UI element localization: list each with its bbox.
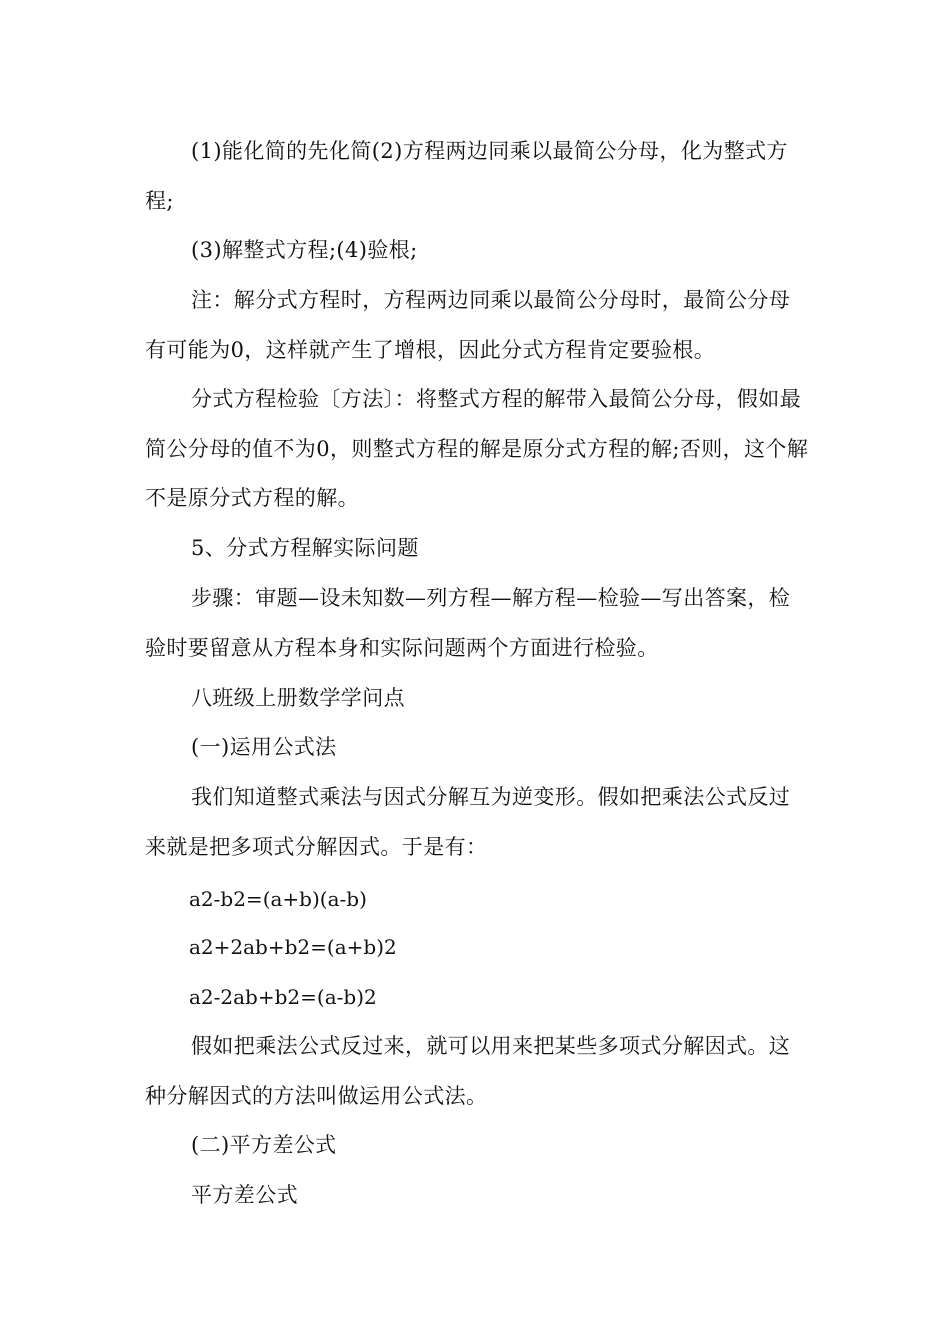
paragraph-note: 注：解分式方程时，方程两边同乘以最简公分母时，最简公分母有可能为0，这样就产生了增根，因此分式方程肯定要验根。 bbox=[145, 288, 791, 362]
paragraph-formula-method-definition: 假如把乘法公式反过来，就可以用来把某些多项式分解因式。这种分解因式的方法叫做运用公式法。 bbox=[145, 1034, 791, 1108]
paragraph-factorization-intro: 我们知道整式乘法与因式分解互为逆变形。假如把乘法公式反过来就是把多项式分解因式。于是有： bbox=[145, 785, 791, 859]
paragraph-steps-3-4: (3)解整式方程;(4)验根; bbox=[191, 238, 418, 262]
heading-section-5: 5、分式方程解实际问题 bbox=[191, 536, 419, 560]
heading-knowledge-points: 八班级上册数学学问点 bbox=[191, 686, 405, 710]
formula-square-of-difference: a2-2ab+b2=(a-b)2 bbox=[189, 985, 377, 1009]
subheading-difference-of-squares: 平方差公式 bbox=[191, 1183, 298, 1207]
paragraph-solving-steps: 步骤：审题—设未知数—列方程—解方程—检验—写出答案，检验时要留意从方程本身和实际问题两个方面进行检验。 bbox=[145, 586, 791, 660]
paragraph-steps-1-2: (1)能化简的先化简(2)方程两边同乘以最简公分母，化为整式方程; bbox=[145, 139, 788, 213]
paragraph-check-method: 分式方程检验〔方法〕：将整式方程的解带入最简公分母，假如最简公分母的值不为0，则整式方程的解是原分式方程的解;否则，这个解不是原分式方程的解。 bbox=[145, 387, 809, 510]
formula-square-of-sum: a2+2ab+b2=(a+b)2 bbox=[189, 935, 397, 959]
heading-difference-of-squares: (二)平方差公式 bbox=[191, 1133, 337, 1157]
heading-formula-method: (一)运用公式法 bbox=[191, 735, 337, 759]
formula-difference-of-squares: a2-b2=(a+b)(a-b) bbox=[189, 887, 367, 911]
